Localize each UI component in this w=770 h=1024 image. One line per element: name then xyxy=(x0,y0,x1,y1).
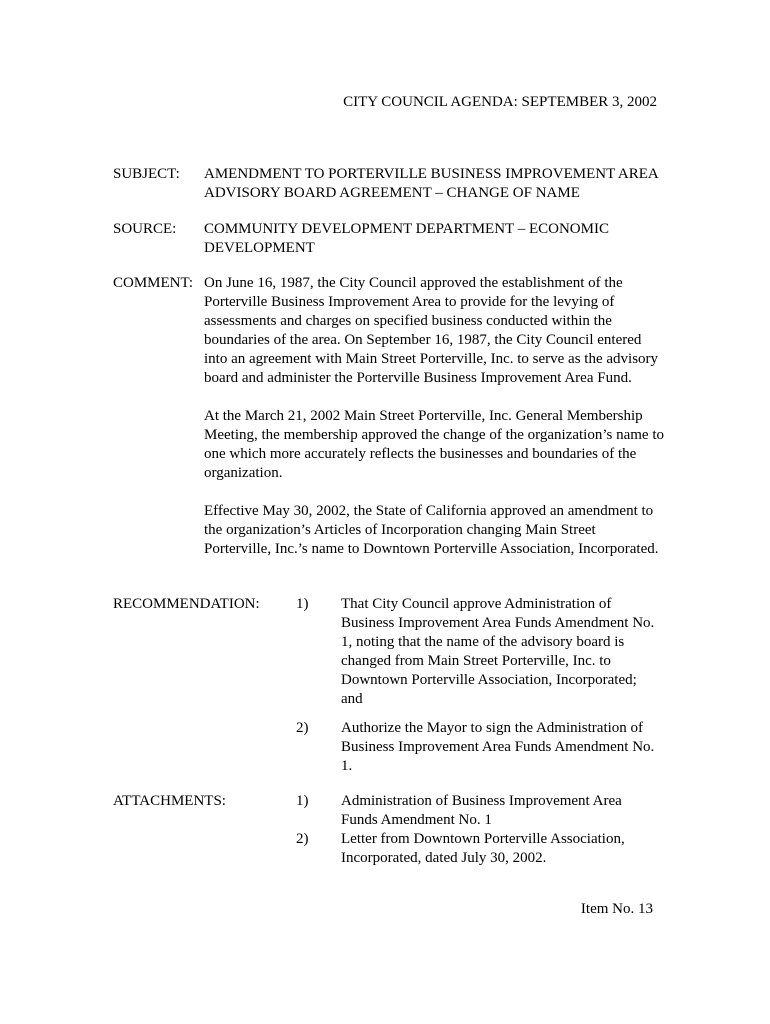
item-number: Item No. 13 xyxy=(580,901,653,917)
source-label: SOURCE: xyxy=(113,221,177,237)
attachment-number-1: 1) xyxy=(296,793,309,809)
recommendation-text-1: That City Council approve Administration of Business Improvement Area Funds Amendment No. 1, noting that the name of the advisory board is changed from Main Street Porterville, Inc. to Downtown Porterville Association, Incorporated; and xyxy=(341,596,655,707)
attachment-text-1: Administration of Business Improvement Area Funds Amendment No. 1 xyxy=(341,793,622,828)
recommendation-label: RECOMMENDATION: xyxy=(113,596,260,612)
attachment-text-2: Letter from Downtown Porterville Association, Incorporated, dated July 30, 2002. xyxy=(341,831,625,866)
recommendation-text-2: Authorize the Mayor to sign the Administration of Business Improvement Area Funds Amendment No. 1. xyxy=(341,720,655,774)
comment-body xyxy=(204,274,664,559)
subject-text: AMENDMENT TO PORTERVILLE BUSINESS IMPROVEMENT AREA ADVISORY BOARD AGREEMENT – CHANGE OF NAME xyxy=(204,166,658,201)
recommendation-number-2: 2) xyxy=(296,720,309,736)
attachment-number-2: 2) xyxy=(296,831,309,847)
comment-label: COMMENT: xyxy=(113,275,194,291)
comment-paragraph-2: At the March 21, 2002 Main Street Porterville, Inc. General Membership Meeting, the membership approved the change of the organization’s name to one which more accurately reflects the businesses and boundaries of the organization. xyxy=(204,408,664,481)
comment-paragraph-3: Effective May 30, 2002, the State of California approved an amendment to the organization’s Articles of Incorporation changing Main Street Porterville, Inc.’s name to Downtown Porterville Association, Incorporated. xyxy=(204,503,659,557)
source-text: COMMUNITY DEVELOPMENT DEPARTMENT – ECONOMIC DEVELOPMENT xyxy=(204,221,609,256)
agenda-header: CITY COUNCIL AGENDA: SEPTEMBER 3, 2002 xyxy=(343,94,657,110)
subject-label: SUBJECT: xyxy=(113,166,180,182)
comment-paragraph-1: On June 16, 1987, the City Council approved the establishment of the Porterville Business Improvement Area to provide for the levying of assessments and charges on specified business conducted within the boundaries of the area. On September 16, 1987, the City Council entered into an agreement with Main Street Porterville, Inc. to serve as the advisory board and administer the Porterville Business Improvement Area Fund. xyxy=(204,275,659,386)
recommendation-number-1: 1) xyxy=(296,596,309,612)
attachments-label: ATTACHMENTS: xyxy=(113,793,226,809)
